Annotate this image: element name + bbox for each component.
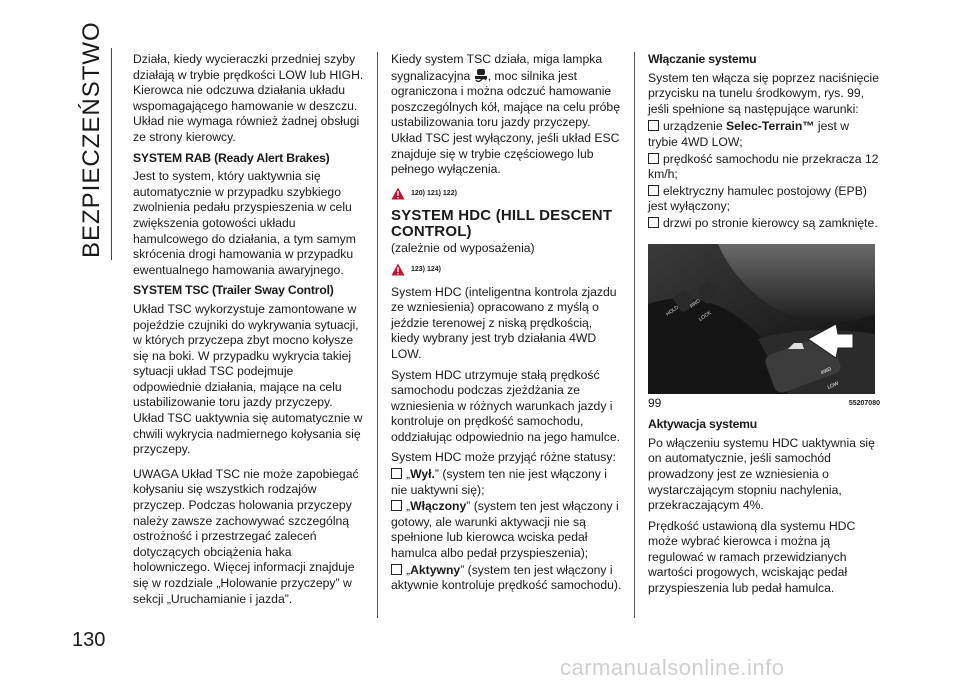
checkbox-bullet-icon	[648, 217, 659, 228]
tsc-warning-lamp-icon	[474, 68, 488, 83]
warning-references: 123) 124)	[391, 262, 623, 278]
column-2	[391, 52, 623, 599]
heading-rab: SYSTEM RAB (Ready Alert Brakes)	[133, 150, 330, 165]
label-hold: HOLD	[665, 304, 680, 318]
figure-code: 55207080	[848, 399, 880, 407]
checkbox-bullet-icon	[648, 153, 659, 164]
paragraph: Kiedy system TSC działa, miga lampka sygnalizacyjna , moc silnika jest ograniczona i można odczuć hamowanie poszczególnych kół, mające na celu próbę ustabilizowania toru jazdy przyczepy. Układ TSC jest wyłączony, jeśli układ ESC znajduje się w trybie częściowego lub pełnego wyłączenia.	[391, 52, 620, 177]
warning-triangle-icon	[391, 187, 405, 200]
paragraph: Działa, kiedy wycieraczki przedniej szyby działają w trybie prędkości LOW lub HIGH. Kierowca nie odczuwa działania układu wspomagającego hamowanie w deszczu. Układ nie wymaga również żadnej obsługi ze strony kierowcy.	[133, 52, 364, 144]
paragraph: Prędkość ustawioną dla systemu HDC może wybrać kierowca i można ją regulować w ramach przewidzianych wartości progowych, wciskając pedał przyspieszenia lub pedał hamulca.	[648, 518, 856, 596]
warning-triangle-icon	[391, 263, 405, 276]
label-awd-lock: AWD LOCK	[688, 297, 713, 322]
status-item: „Wył.” (system ten nie jest włączony i nie uaktywni się);	[391, 467, 607, 497]
condition-item: urządzenie Selec-Terrain™ jest w trybie 4WD LOW;	[648, 119, 850, 149]
figure-hdc-button-photo	[648, 244, 875, 394]
condition-item: prędkość samochodu nie przekracza 12 km/h;	[648, 151, 879, 182]
paragraph: Po włączeniu systemu HDC uaktywnia się on automatycznie, jeśli samochód prowadzony jest ze wzniesienia o wystarczającym stopniu nachylenia, przekraczającym 4%.	[648, 435, 875, 513]
column-1	[133, 52, 365, 612]
heading-hdc: SYSTEM HDC (HILL DESCENT CONTROL)	[391, 207, 613, 241]
figure-caption	[648, 396, 880, 412]
watermark: carmanualsonline.info	[560, 655, 785, 680]
condition-item: elektryczny hamulec postojowy (EPB) jest wyłączony;	[648, 183, 867, 214]
page-number: 130	[72, 629, 106, 651]
note-paragraph: UWAGA Układ TSC nie może zapobiegać kołysaniu się wszystkich rodzajów przyczep. Podczas holowania przyczepy należy zawsze zachowywać szczególną ostrożność i przestrzegać zaleceń dotyczących obciążenia haka holowniczego. Więcej informacji znajduje się w rozdziale „Holowanie przyczepy” w sekcji „Uruchamianie i jazda”.	[133, 466, 359, 606]
section-title: BEZPIECZEŃSTWO	[78, 21, 105, 258]
checkbox-bullet-icon	[391, 564, 402, 575]
paragraph: Jest to system, który uaktywnia się automatycznie w przypadku szybkiego zwolnienia pedału przyspieszenia w celu zwiększenia gotowości układu hamulcowego do działania, a tym samym skrócenia drogi hamowania w przypadku ewentualnego hamowania awaryjnego.	[133, 169, 356, 277]
figure-number: 99	[648, 395, 662, 410]
paragraph: System HDC utrzymuje stałą prędkość samochodu podczas zjeżdżania ze wzniesienia w różnych warunkach jazdy i kontroluje on prędkość samochodu, oddziałując odpowiednio na jego hamulce.	[391, 367, 621, 444]
label-4wd-low: 4WD LOW	[819, 365, 840, 390]
heading-tsc: SYSTEM TSC (Trailer Sway Control)	[133, 283, 334, 298]
paragraph: Układ TSC wykorzystuje zamontowane w pojeździe czujniki do wykrywania sytuacji, w których przyczepa zbyt mocno kołysze się na boki. W przypadku wykrycia takiej sytuacji układ TSC podejmuje odpowiednie działania, mające na celu ustabilizowanie toru jazdy przyczepy. Układ TSC uaktywnia się automatycznie w chwili wykrycia nadmiernego kołysania się przyczepy.	[133, 301, 363, 457]
column-divider	[634, 52, 635, 618]
checkbox-bullet-icon	[391, 468, 402, 479]
subtitle: (zależnie od wyposażenia)	[391, 241, 535, 256]
paragraph: System ten włącza się poprzez naciśnięcie przycisku na tunelu środkowym, rys. 99, jeśli spełnione są następujące warunki:	[648, 70, 879, 116]
paragraph: System HDC może przyjąć różne statusy:	[391, 450, 616, 465]
warning-references: 120) 121) 122)	[391, 186, 623, 202]
column-divider	[377, 52, 378, 618]
checkbox-bullet-icon	[648, 120, 659, 131]
column-3	[648, 52, 880, 602]
status-item: „Aktywny” (system ten jest włączony i aktywnie kontroluje prędkość samochodu).	[391, 562, 622, 593]
status-item: „Włączony” (system ten jest włączony i gotowy, ale warunki aktywacji nie są spełnione lub kierowca wciska pedał hamulca albo pedał przyspieszenia);	[391, 499, 619, 561]
center-console-illustration	[648, 244, 875, 394]
condition-item: drzwi po stronie kierowcy są zamknięte.	[648, 216, 880, 232]
heading-activation-2: Aktywacja systemu	[648, 417, 758, 432]
paragraph: System HDC (inteligentna kontrola zjazdu ze wzniesienia) opracowano z myślą o jeździe terenowej z niską prędkością, kiedy wybrany jest tryb działania 4WD LOW.	[391, 284, 617, 361]
section-divider	[111, 48, 112, 260]
checkbox-bullet-icon	[648, 185, 659, 196]
checkbox-bullet-icon	[391, 500, 402, 511]
heading-activation: Włączanie systemu	[648, 52, 757, 66]
